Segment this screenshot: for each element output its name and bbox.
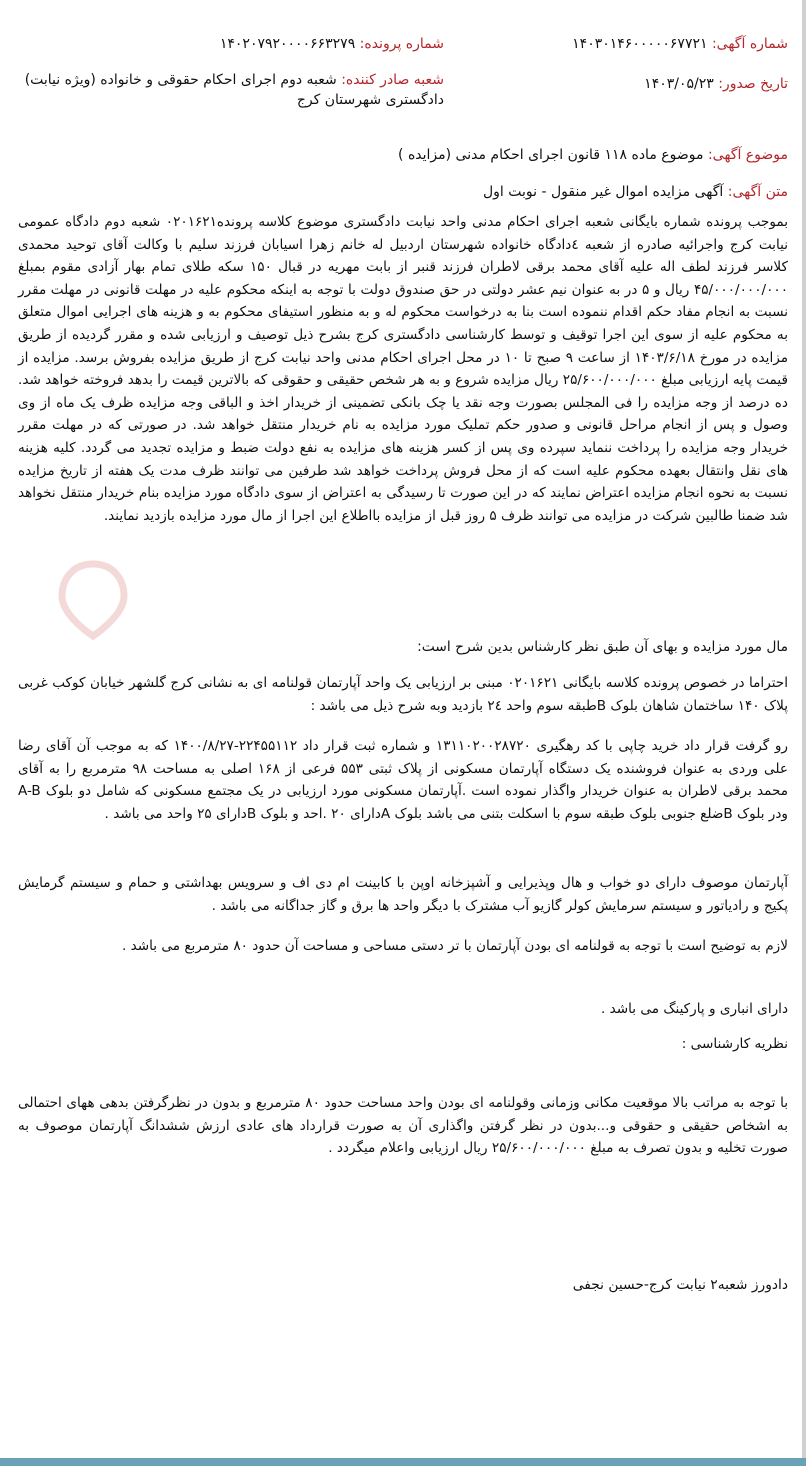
main-paragraph: بموجب پرونده شماره بایگانی شعبه اجرای احکام مدنی واحد نیابت دادگستری موضوع کلاسه پرونده۰۲۰۱۶۲۱ شعبه دوم دادگاه عمومی نیابت کرج واجرائیه صادره از شعبه ٤دادگاه خانواده شهرستان اردبیل له خانم زهرا اسیابان فرزند سلیم با وکالت آقای توحید محمدی کلاسر فرزند لطف اله علیه آقای محمد برقی لاطران فرزند قنبر از بابت مهریه در قبال ۱۵۰ سکه طلای تمام بهار آزادی مقوم بمبلغ ۴۵/۰۰۰/۰۰۰/۰۰۰ ریال و ۵ در به عنوان نیم عشر دولتی در حق صندوق دولت با توجه به اینکه محکوم علیه در مهلت قانونی در مهلت مقرر نسبت به انجام مفاد حکم اقدام ننموده است بنا به درخواست محکوم له و به منظور استیفای محکوم به و هزینه های اجرایی اموال متعلق به محکوم علیه از سوی این اجرا توقیف و توسط کارشناسی دادگستری کرج بشرح ذیل توصیف و ارزیابی شده و مقرر گردیده از طریق مزایده در مورخ ۱۴۰۳/۶/۱۸ از ساعت ۹ صبح تا ۱۰ در محل اجرای احکام مدنی واحد نیابت کرج از طریق مزایده بفروش برسد. مزایده از قیمت پایه ارزیابی مبلغ ۲۵/۶۰۰/۰۰۰/۰۰۰ ریال مزایده شروع و به هر شخص حقیقی و حقوقی که بالاترین قیمت را بدهد فروخته خواهد شد. ده درصد از وجه مزایده را فی المجلس بصورت وجه نقد یا چک بانکی تضمینی از خریدار اخذ و الباقی وجه مزایده ظرف یک ماه از وی وصول و پس از انجام مراحل قانونی و صدور حکم تملیک مورد مزایده به نام خریدار منتقل خواهد شد. در صورتی که در مهلت مقرر خریدار وجه مزایده را پرداخت ننماید سپرده وی پس از کسر هزینه های مزایده به نفع دولت ضبط و مزایده تجدید می گردد. کلیه هزینه های نقل وانتقال بعهده محکوم علیه است که از محل فروش پرداخت خواهد شد طرفین می توانند ظرف مدت یک هفته از تاریخ مزایده نسبت به نحوه انجام مزایده اعتراض نمایند که در این صورت تا رسیدگی به اعتراض از سوی دادگاه مورد مزایده بنام خریدار منتقل نخواهد شد ضمنا طالبین شرکت در مزایده می توانند ظرف ۵ روز قبل از مزایده بااطلاع این اجرا از مال مورد مزایده بازدید نمایند.: [18, 214, 789, 524]
case-number-value: ۱۴۰۲۰۷۹۲۰۰۰۰۶۶۳۲۷۹: [219, 36, 356, 52]
issue-date: [644, 74, 788, 94]
asset-paragraph-4: لازم به توضیح است با توجه به قولنامه ای بودن آپارتمان با تر دستی مساحی و مساحت آن حدود ۸۰ مترمربع می باشد .: [121, 938, 788, 954]
issue-date-label: تاریخ صدور:: [718, 76, 788, 92]
asset-paragraph-5: دارای انباری و پارکینگ می باشد .: [600, 1001, 788, 1017]
ad-text-title-label: متن آگهی:: [727, 184, 788, 200]
issue-date-value: ۱۴۰۳/۰۵/۲۳: [644, 76, 714, 92]
bottom-bar: [0, 1458, 806, 1466]
issuing-branch: [24, 70, 444, 110]
asset-paragraph-1: احتراما در خصوص پرونده کلاسه بایگانی ۰۲۰۱۶۲۱ مبنی بر ارزیابی یک واحد آپارتمان قولنامه ای به نشانی کرج گلشهر خیابان کوکب غربی پلاک ۱۴۰ ساختمان شاهان بلوک Bطبقه سوم واحد ۲٤ بازدید وبه شرح ذیل می باشد :: [18, 675, 788, 714]
case-number: [220, 34, 444, 54]
ad-text-title: [483, 182, 788, 202]
ad-text-title-value: آگهی مزایده اموال غیر منقول - نوبت اول: [482, 184, 724, 200]
asset-section-title: مال مورد مزایده و بهای آن طبق نظر کارشناس بدین شرح است:: [417, 639, 788, 655]
asset-paragraph-2: رو گرفت قرار داد خرید چاپی با کد رهگیری ۱۳۱۱۰۲۰۰۲۸۷۲۰ و شماره ثبت قرار داد ۲۲۴۵۵۱۱۲-۱۴۰۰/۸/۲۷ که به موجب آن آقای رضا علی وردی به عنوان فروشنده یک دستگاه آپارتمان مسکونی از پلاک ثبتی ۵۵۳ فرعی از ۱۶۸ اصلی به مساحت ۹۸ مترمربع را به آقای محمد برقی لاطران به عنوان خریدار واگذار نموده است .آپارتمان مسکونی مورد ارزیابی در یک مجتمع مسکونی که شامل دو بلوک A-B ودر بلوک Bضلع جنوبی بلوک طبقه سوم با اسکلت بتنی می باشد بلوک Aدارای ۲۰ .احد و بلوک Bدارای ۲۵ واحد می باشد .: [18, 738, 788, 822]
watermark-logo-icon: [58, 560, 128, 640]
expert-opinion-title: نظریه کارشناسی :: [681, 1036, 788, 1052]
ad-number-label: شماره آگهی:: [711, 36, 788, 52]
ad-number-value: ۱۴۰۳۰۱۴۶۰۰۰۰۰۶۷۷۲۱: [572, 36, 708, 52]
case-number-label: شماره پرونده:: [359, 36, 444, 52]
page-edge-divider: [802, 0, 806, 1466]
asset-paragraph-3: آپارتمان موصوف دارای دو خواب و هال وپذیرایی و آشپزخانه اوپن با کابینت ام دی اف و سرویس بهداشتی و حمام و سیستم گرمایش پکیج و رادیاتور و سیستم سرمایش کولر گازیو آب مشترک با دیگر واحد ها برق و گاز جداگانه می باشد .: [18, 875, 788, 914]
expert-opinion-paragraph: با توجه به مراتب بالا موقعیت مکانی وزمانی وقولنامه ای بودن واحد مساحت حدود ۸۰ مترمربع و بدون در نظرگرفتن بدهی ههای احتمالی به اشخاص حقیقی و حقوقی و...بدون در نظر گرفتن واگذاری آن به صورت قرارداد های عادی ارزش ششدانگ آپارتمان موصوف به صورت تخلیه و بدون تصرف به مبلغ ۲۵/۶۰۰/۰۰۰/۰۰۰ ریال ارزیابی واعلام میگردد .: [18, 1095, 788, 1157]
ad-subject-value: موضوع ماده ۱۱۸ قانون اجرای احکام مدنی (مزایده ): [398, 147, 704, 163]
issuing-branch-label: شعبه صادر کننده:: [341, 72, 444, 88]
issuing-branch-value: شعبه دوم اجرای احکام حقوقی و خانواده (ویژه نیابت) دادگستری شهرستان کرج: [24, 72, 444, 108]
ad-subject: [398, 145, 788, 165]
ad-number: [572, 34, 788, 54]
ad-subject-label: موضوع آگهی:: [707, 147, 788, 163]
signature: دادورز شعبه۲ نیابت کرج-حسین نجفی: [572, 1277, 788, 1293]
